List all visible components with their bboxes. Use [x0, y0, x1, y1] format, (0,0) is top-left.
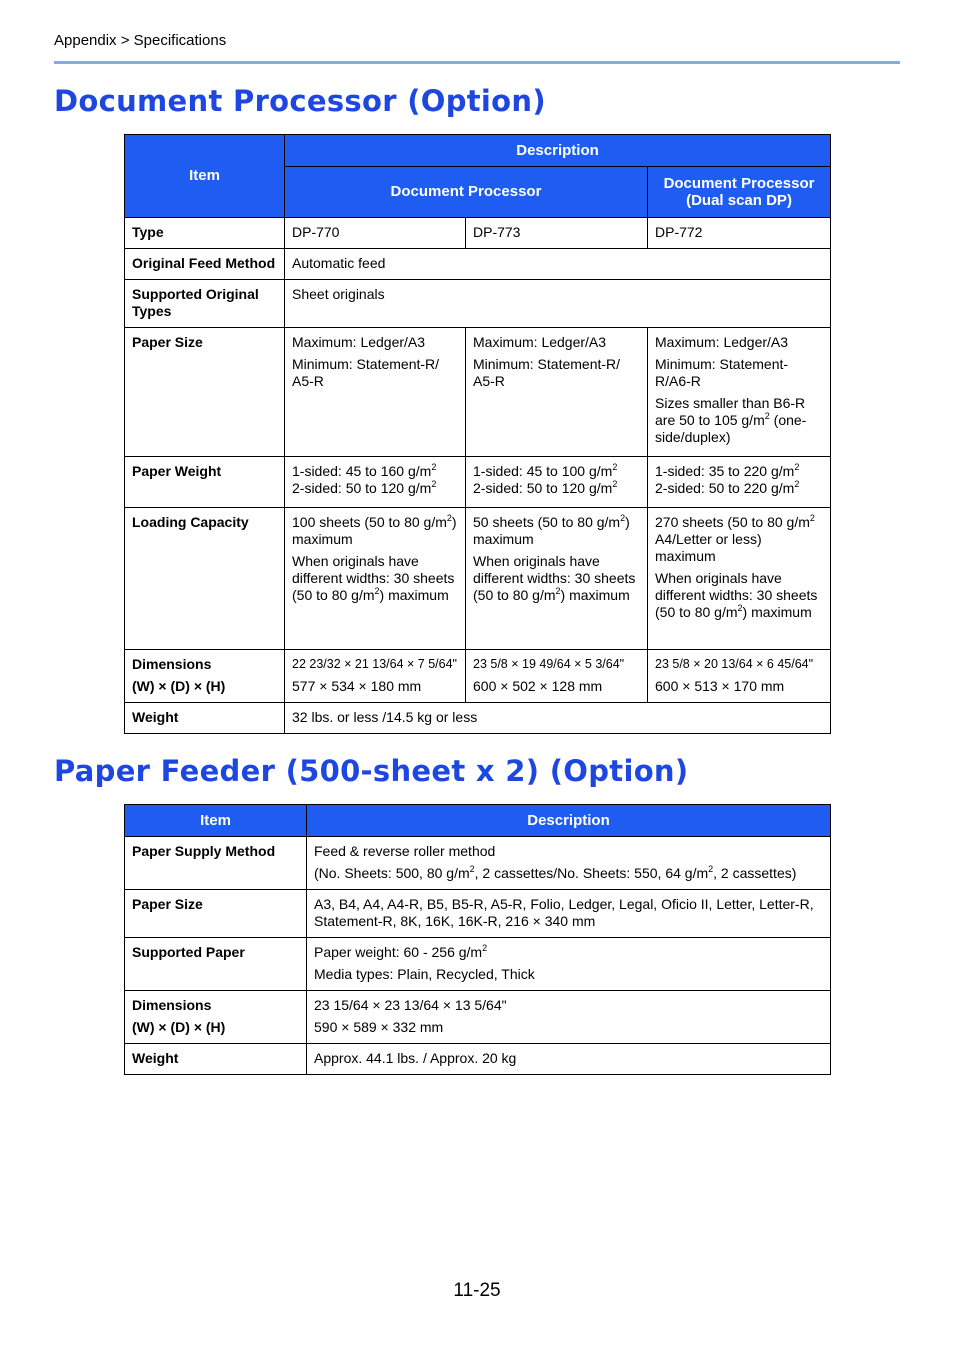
cell-text: 1-sided: 45 to 100 $g/m^2$ — [473, 462, 618, 479]
cell-text: 1-sided: 35 to 220 $g/m^2$ — [655, 462, 800, 479]
table-cell — [285, 328, 466, 457]
table-cell — [648, 508, 831, 650]
column-header-item: Item — [125, 805, 307, 837]
breadcrumb: Appendix > Specifications — [54, 32, 227, 49]
cell-text: 590 × 589 × 332 mm — [314, 1019, 444, 1035]
row-label: Paper Supply Method — [125, 837, 307, 890]
row-label: Original Feed Method — [125, 249, 285, 280]
table-row — [125, 837, 831, 890]
table-row — [125, 890, 831, 938]
column-header-dual-scan-dp: Document Processor (Dual scan DP) — [648, 167, 831, 218]
cell-text: Minimum: Statement-R/ A5-R — [292, 356, 440, 389]
table-cell — [307, 837, 831, 890]
table-cell: Approx. 44.1 lbs. / Approx. 20 kg — [307, 1044, 831, 1075]
table-cell: 32 lbs. or less /14.5 kg or less — [285, 703, 831, 734]
cell-text: Minimum: Statement-R/ A5-R — [473, 356, 621, 389]
column-header-document-processor: Document Processor — [285, 167, 648, 218]
table-cell: DP-773 — [466, 218, 648, 249]
cell-text: 23 15/64 × 23 13/64 × 13 5/64" — [314, 997, 507, 1013]
cell-text: 22 23/32 × 21 13/64 × 7 5/64" — [292, 657, 457, 671]
row-label: Supported Paper — [125, 938, 307, 991]
cell-text: 100 sheets (50 to 80 $g/m^2$) maximum — [292, 513, 457, 547]
row-label: Type — [125, 218, 285, 249]
cell-text: 1-sided: 45 to 160 $g/m^2$ — [292, 462, 437, 479]
table-row — [125, 280, 831, 328]
section-title-paper-feeder: Paper Feeder (500-sheet x 2) (Option) — [54, 754, 689, 788]
cell-text: Minimum: Statement-R/A6-R — [655, 356, 789, 389]
document-processor-table — [124, 134, 831, 734]
row-label — [125, 650, 285, 703]
cell-text: Dimensions — [132, 997, 212, 1013]
table-cell: A3, B4, A4, A4-R, B5, B5-R, A5-R, Folio, Ledger, Legal, Oficio II, Letter, Letter-R, Statement-R, 8K, 16K, 16K-R, 216 × 340 mm — [307, 890, 831, 938]
header-rule — [54, 61, 900, 64]
table-cell: DP-770 — [285, 218, 466, 249]
table-cell — [648, 457, 831, 508]
table-cell: Automatic feed — [285, 249, 831, 280]
paper-feeder-table — [124, 804, 831, 1075]
table-row — [125, 703, 831, 734]
cell-text: Dimensions — [132, 656, 212, 672]
column-header-item: Item — [125, 135, 285, 218]
row-label: Paper Size — [125, 328, 285, 457]
row-label: Paper Weight — [125, 457, 285, 508]
cell-text: Media types: Plain, Recycled, Thick — [314, 966, 535, 982]
table-cell: DP-772 — [648, 218, 831, 249]
page-number: 11-25 — [453, 1280, 501, 1301]
cell-text: (W) × (D) × (H) — [132, 1019, 226, 1035]
cell-text: 600 × 502 × 128 mm — [473, 678, 603, 694]
table-cell — [466, 457, 648, 508]
cell-text: Sizes smaller than B6-R are 50 to 105 g/m — [655, 395, 806, 428]
table-row — [125, 249, 831, 280]
table-cell — [466, 328, 648, 457]
cell-text: Maximum: Ledger/A3 — [473, 334, 607, 350]
table-cell — [285, 508, 466, 650]
row-label: Supported Original Types — [125, 280, 285, 328]
table-row — [125, 938, 831, 991]
table-row — [125, 991, 831, 1044]
table-cell — [466, 650, 648, 703]
table-cell — [466, 508, 648, 650]
table-row — [125, 1044, 831, 1075]
cell-text: Paper weight: 60 - 256 $g/m^2$ — [314, 943, 488, 960]
table-row — [125, 328, 831, 457]
cell-text: 23 5/8 × 19 49/64 × 5 3/64" — [473, 657, 625, 671]
table-cell — [307, 938, 831, 991]
table-row — [125, 457, 831, 508]
row-label — [125, 991, 307, 1044]
table-row — [125, 650, 831, 703]
cell-text: 2-sided: 50 to 120 $g/m^2$ — [473, 479, 618, 496]
table-cell — [285, 650, 466, 703]
cell-text — [655, 395, 823, 446]
cell-text: (one-side/duplex) — [655, 412, 807, 445]
cell-text: (W) × (D) × (H) — [132, 678, 226, 694]
cell-text: (No. Sheets: 500, 80 $g/m^2$, 2 cassettes/No. Sheets: 550, 64 $g/m^2$, 2 cassettes) — [314, 864, 797, 881]
cell-text: 2-sided: 50 to 120 $g/m^2$ — [292, 479, 437, 496]
section-title-document-processor: Document Processor (Option) — [54, 84, 546, 118]
cell-text: Maximum: Ledger/A3 — [292, 334, 426, 350]
cell-text: 2-sided: 50 to 220 $g/m^2$ — [655, 479, 800, 496]
column-header-description: Description — [285, 135, 831, 167]
cell-text: 577 × 534 × 180 mm — [292, 678, 422, 694]
row-label: Loading Capacity — [125, 508, 285, 650]
superscript: 2 — [764, 411, 770, 421]
cell-text: 600 × 513 × 170 mm — [655, 678, 785, 694]
column-header-description: Description — [307, 805, 831, 837]
table-cell — [648, 650, 831, 703]
cell-text: 270 sheets (50 to 80 $g/m^2$ A4/Letter or less) maximum — [655, 513, 815, 564]
cell-text: 23 5/8 × 20 13/64 × 6 45/64" — [655, 657, 814, 671]
table-cell — [285, 457, 466, 508]
table-cell — [307, 991, 831, 1044]
cell-text: Feed & reverse roller method — [314, 843, 496, 859]
row-label: Weight — [125, 1044, 307, 1075]
cell-text: When originals have different widths: 30 sheets (50 to 80 $g/m^2$) maximum — [292, 553, 455, 603]
cell-text: 50 sheets (50 to 80 $g/m^2$) maximum — [473, 513, 630, 547]
table-cell: Sheet originals — [285, 280, 831, 328]
cell-text: Maximum: Ledger/A3 — [655, 334, 789, 350]
table-cell — [648, 328, 831, 457]
cell-text: When originals have different widths: 30 sheets (50 to 80 $g/m^2$) maximum — [655, 570, 818, 620]
row-label: Paper Size — [125, 890, 307, 938]
table-row — [125, 218, 831, 249]
table-row — [125, 508, 831, 650]
row-label: Weight — [125, 703, 285, 734]
cell-text: When originals have different widths: 30 sheets (50 to 80 $g/m^2$) maximum — [473, 553, 636, 603]
